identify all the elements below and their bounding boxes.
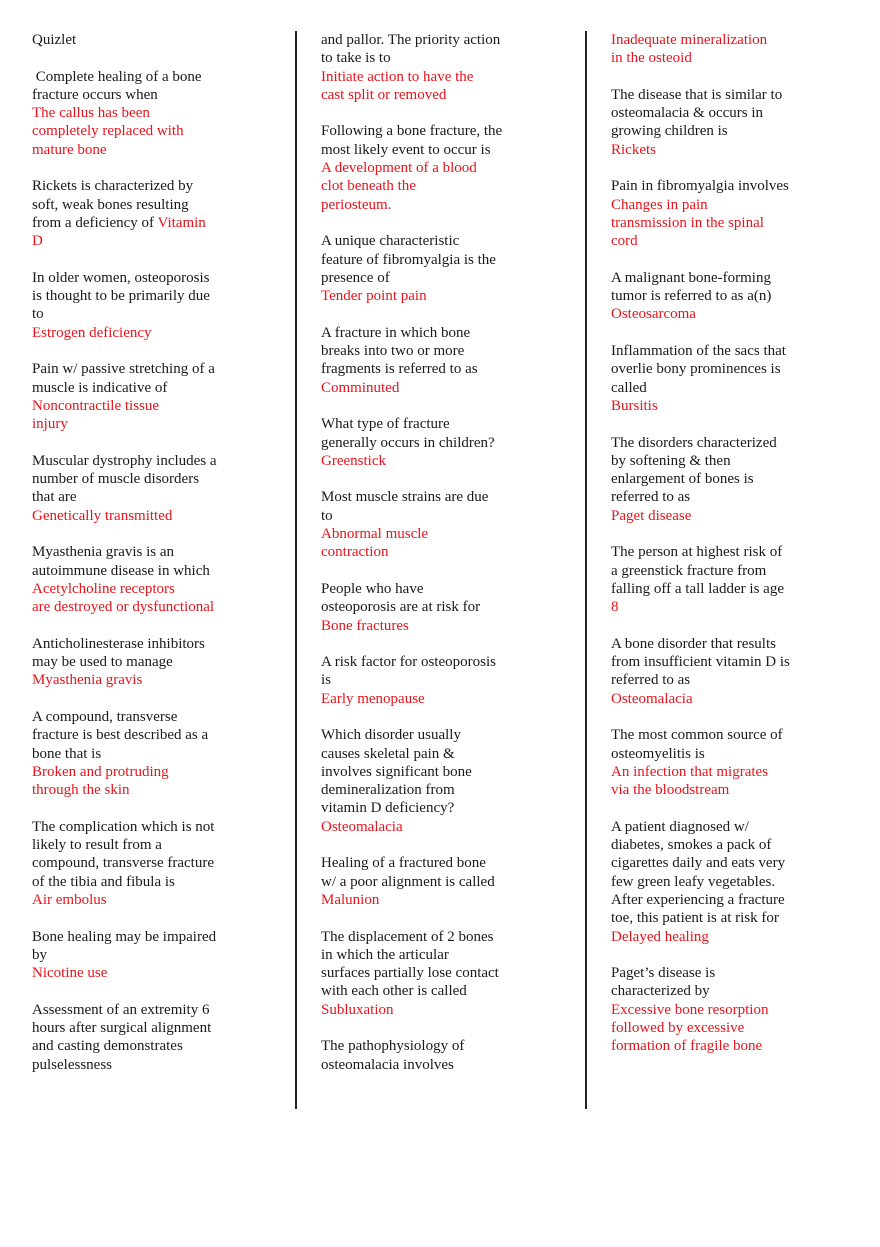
question-line: that are bbox=[32, 489, 77, 506]
column-1 bbox=[32, 31, 267, 1092]
question-line: diabetes, smokes a pack of bbox=[611, 837, 772, 854]
answer-line: Initiate action to have the bbox=[321, 68, 474, 85]
question-line: The disease that is similar to bbox=[611, 86, 783, 103]
question-line: fragments is referred to as bbox=[321, 361, 478, 378]
answer-line: cast split or removed bbox=[321, 86, 447, 103]
answer-line: Greenstick bbox=[321, 452, 386, 469]
question-line: number of muscle disorders bbox=[32, 471, 200, 488]
qa-item bbox=[32, 269, 267, 342]
qa-item bbox=[611, 269, 846, 324]
question-line: The most common source of bbox=[611, 727, 783, 744]
answer-line: in the osteoid bbox=[611, 50, 692, 67]
question-line: A fracture in which bone bbox=[321, 324, 471, 341]
question-line: of the tibia and fibula is bbox=[32, 873, 175, 890]
answer-line: Osteomalacia bbox=[611, 690, 693, 707]
answer-line: Abnormal muscle bbox=[321, 526, 429, 543]
qa-item bbox=[321, 928, 556, 1019]
answer-line: Early menopause bbox=[321, 690, 425, 707]
qa-item bbox=[611, 434, 846, 525]
answer-line: 8 bbox=[611, 599, 619, 616]
question-line: A bone disorder that results bbox=[611, 635, 776, 652]
answer-line: A development of a blood bbox=[321, 160, 477, 177]
question-line: feature of fibromyalgia is the bbox=[321, 251, 496, 268]
question-line: compound, transverse fracture bbox=[32, 855, 215, 872]
answer-line: Inadequate mineralization bbox=[611, 32, 768, 48]
qa-item bbox=[321, 488, 556, 561]
question-line: Healing of a fractured bone bbox=[321, 855, 486, 872]
column-divider-left bbox=[295, 31, 297, 1109]
question-line: is thought to be primarily due bbox=[32, 288, 210, 305]
question-line: enlargement of bones is bbox=[611, 471, 754, 488]
question-line: referred to as bbox=[611, 672, 691, 689]
answer-line: Paget disease bbox=[611, 507, 692, 524]
answer-line: formation of fragile bone bbox=[611, 1038, 763, 1055]
question-line: autoimmune disease in which bbox=[32, 562, 210, 579]
question-line: and casting demonstrates bbox=[32, 1038, 183, 1055]
answer-line: periosteum. bbox=[321, 196, 392, 213]
answer-line: Osteosarcoma bbox=[611, 306, 696, 323]
answer-line: injury bbox=[32, 416, 68, 433]
question-line: involves significant bone bbox=[321, 763, 472, 780]
answer-line: An infection that migrates bbox=[611, 763, 769, 780]
question-line: A risk factor for osteoporosis bbox=[321, 654, 496, 671]
qa-item bbox=[321, 854, 556, 909]
question-line: Muscular dystrophy includes a bbox=[32, 452, 217, 469]
answer-line: through the skin bbox=[32, 782, 130, 799]
answer-line: Subluxation bbox=[321, 1001, 394, 1018]
question-line: referred to as bbox=[611, 489, 691, 506]
question-line: may be used to manage bbox=[32, 654, 173, 671]
question-line: likely to result from a bbox=[32, 837, 162, 854]
answer-line: Myasthenia gravis bbox=[32, 672, 143, 689]
question-line: osteomalacia & occurs in bbox=[611, 105, 764, 122]
question-line: The displacement of 2 bones bbox=[321, 928, 494, 945]
question-line: The disorders characterized bbox=[611, 434, 777, 451]
column-3 bbox=[611, 31, 846, 1074]
question-line: from a deficiency of Vitamin bbox=[32, 214, 206, 231]
qa-item bbox=[611, 964, 846, 1055]
question-line: osteoporosis are at risk for bbox=[321, 599, 481, 616]
answer-line: Delayed healing bbox=[611, 928, 709, 945]
question-line: osteomyelitis is bbox=[611, 745, 705, 762]
question-line: with each other is called bbox=[321, 983, 467, 1000]
question-line: toe, this patient is at risk for bbox=[611, 910, 779, 927]
question-line: Complete healing of a bone bbox=[32, 68, 202, 85]
question-line: to take is to bbox=[321, 50, 391, 67]
qa-item bbox=[32, 360, 267, 433]
answer-line: via the bloodstream bbox=[611, 782, 730, 799]
qa-item bbox=[32, 1001, 267, 1074]
question-line: overlie bony prominences is bbox=[611, 361, 781, 378]
question-line: What type of fracture bbox=[321, 416, 450, 433]
answer-line: completely replaced with bbox=[32, 123, 184, 140]
question-line: w/ a poor alignment is called bbox=[321, 873, 495, 890]
question-line: Assessment of an extremity 6 bbox=[32, 1001, 210, 1018]
qa-item bbox=[32, 928, 267, 983]
qa-item bbox=[32, 68, 267, 159]
question-line: A compound, transverse bbox=[32, 708, 178, 725]
question-line: from insufficient vitamin D is bbox=[611, 654, 790, 671]
question-line: The complication which is not bbox=[32, 818, 215, 835]
answer-line: Osteomalacia bbox=[321, 818, 403, 835]
answer-line: Tender point pain bbox=[321, 288, 427, 305]
question-line: osteomalacia involves bbox=[321, 1056, 454, 1073]
question-line: Myasthenia gravis is an bbox=[32, 544, 175, 561]
question-line: to bbox=[32, 306, 44, 323]
qa-item bbox=[321, 726, 556, 836]
question-line: pulselessness bbox=[32, 1056, 112, 1073]
question-line: Pain in fibromyalgia involves bbox=[611, 178, 789, 195]
question-line: fracture is best described as a bbox=[32, 727, 209, 744]
answer-line: Rickets bbox=[611, 141, 656, 158]
question-line: Pain w/ passive stretching of a bbox=[32, 361, 215, 378]
answer-line: Excessive bone resorption bbox=[611, 1001, 769, 1018]
question-line: and pallor. The priority action bbox=[321, 32, 501, 48]
question-line: People who have bbox=[321, 580, 424, 597]
qa-item bbox=[321, 580, 556, 635]
question-line: muscle is indicative of bbox=[32, 379, 168, 396]
question-line: Most muscle strains are due bbox=[321, 489, 489, 506]
qa-item bbox=[321, 1037, 556, 1074]
answer-inline: Vitamin bbox=[157, 214, 206, 231]
question-line: called bbox=[611, 379, 647, 396]
question-line: fracture occurs when bbox=[32, 86, 158, 103]
qa-item bbox=[321, 31, 556, 104]
answer-line: transmission in the spinal bbox=[611, 214, 764, 231]
answer-line: Comminuted bbox=[321, 379, 400, 396]
answer-line: Bursitis bbox=[611, 397, 658, 414]
question-line: In older women, osteoporosis bbox=[32, 269, 210, 286]
qa-item bbox=[32, 543, 267, 616]
question-line: A malignant bone-forming bbox=[611, 269, 771, 286]
question-line: in which the articular bbox=[321, 946, 449, 963]
question-line: by softening & then bbox=[611, 452, 731, 469]
question-line: few green leafy vegetables. bbox=[611, 873, 776, 890]
question-line: Bone healing may be impaired bbox=[32, 928, 217, 945]
answer-line: Malunion bbox=[321, 891, 380, 908]
qa-item bbox=[611, 86, 846, 159]
question-line: falling off a tall ladder is age bbox=[611, 580, 784, 597]
qa-item bbox=[32, 635, 267, 690]
qa-item bbox=[321, 122, 556, 213]
question-line: breaks into two or more bbox=[321, 343, 465, 360]
answer-line: Genetically transmitted bbox=[32, 507, 173, 524]
qa-item bbox=[321, 415, 556, 470]
answer-line: Bone fractures bbox=[321, 617, 409, 634]
question-line: cigarettes daily and eats very bbox=[611, 855, 786, 872]
answer-line: Changes in pain bbox=[611, 196, 708, 213]
question-line: surfaces partially lose contact bbox=[321, 965, 499, 982]
question-line: Following a bone fracture, the bbox=[321, 123, 503, 140]
question-line: growing children is bbox=[611, 123, 728, 140]
answer-line: Acetylcholine receptors bbox=[32, 580, 175, 597]
question-line: The person at highest risk of bbox=[611, 544, 783, 561]
question-line: A unique characteristic bbox=[321, 233, 460, 250]
answer-line: cord bbox=[611, 233, 638, 250]
page-header: Quizlet bbox=[32, 32, 77, 48]
question-line: Anticholinesterase inhibitors bbox=[32, 635, 205, 652]
qa-item bbox=[32, 708, 267, 799]
answer-line: mature bone bbox=[32, 141, 107, 158]
answer-line: contraction bbox=[321, 544, 389, 561]
question-line: most likely event to occur is bbox=[321, 141, 491, 158]
answer-line: Broken and protruding bbox=[32, 763, 169, 780]
answer-line: clot beneath the bbox=[321, 178, 416, 195]
question-line: After experiencing a fracture bbox=[611, 891, 785, 908]
question-line: to bbox=[321, 507, 333, 524]
qa-item bbox=[611, 726, 846, 799]
qa-item bbox=[32, 452, 267, 525]
answer-line: The callus has been bbox=[32, 105, 150, 122]
answer-line: are destroyed or dysfunctional bbox=[32, 599, 215, 616]
qa-item bbox=[32, 177, 267, 250]
column-divider-right bbox=[585, 31, 587, 1109]
qa-item bbox=[321, 653, 556, 708]
question-line: A patient diagnosed w/ bbox=[611, 818, 749, 835]
question-line: The pathophysiology of bbox=[321, 1038, 465, 1055]
question-line: Rickets is characterized by bbox=[32, 178, 194, 195]
question-line: is bbox=[321, 672, 332, 689]
answer-line: Estrogen deficiency bbox=[32, 324, 152, 341]
question-line: soft, weak bones resulting bbox=[32, 196, 189, 213]
column-2 bbox=[321, 31, 556, 1092]
answer-line: Nicotine use bbox=[32, 965, 108, 982]
qa-item bbox=[611, 635, 846, 708]
question-line: by bbox=[32, 946, 47, 963]
qa-item bbox=[611, 31, 846, 68]
answer-line: Air embolus bbox=[32, 891, 107, 908]
answer-line: followed by excessive bbox=[611, 1020, 745, 1037]
question-line: causes skeletal pain & bbox=[321, 745, 455, 762]
question-line: Which disorder usually bbox=[321, 727, 461, 744]
question-line: Inflammation of the sacs that bbox=[611, 343, 786, 360]
answer-line: Noncontractile tissue bbox=[32, 397, 160, 414]
question-line: generally occurs in children? bbox=[321, 434, 495, 451]
qa-item bbox=[611, 543, 846, 616]
question-line: characterized by bbox=[611, 983, 710, 1000]
qa-item bbox=[321, 232, 556, 305]
question-line: hours after surgical alignment bbox=[32, 1020, 212, 1037]
qa-item bbox=[611, 177, 846, 250]
question-line: presence of bbox=[321, 269, 390, 286]
question-line: bone that is bbox=[32, 745, 102, 762]
qa-item bbox=[611, 818, 846, 946]
question-line: tumor is referred to as a(n) bbox=[611, 288, 772, 305]
question-line: demineralization from bbox=[321, 782, 455, 799]
question-line: vitamin D deficiency? bbox=[321, 800, 455, 817]
question-line: Paget’s disease is bbox=[611, 965, 716, 982]
qa-item bbox=[32, 818, 267, 909]
qa-item bbox=[611, 342, 846, 415]
answer-line: D bbox=[32, 233, 43, 250]
question-line: a greenstick fracture from bbox=[611, 562, 767, 579]
qa-item bbox=[321, 324, 556, 397]
